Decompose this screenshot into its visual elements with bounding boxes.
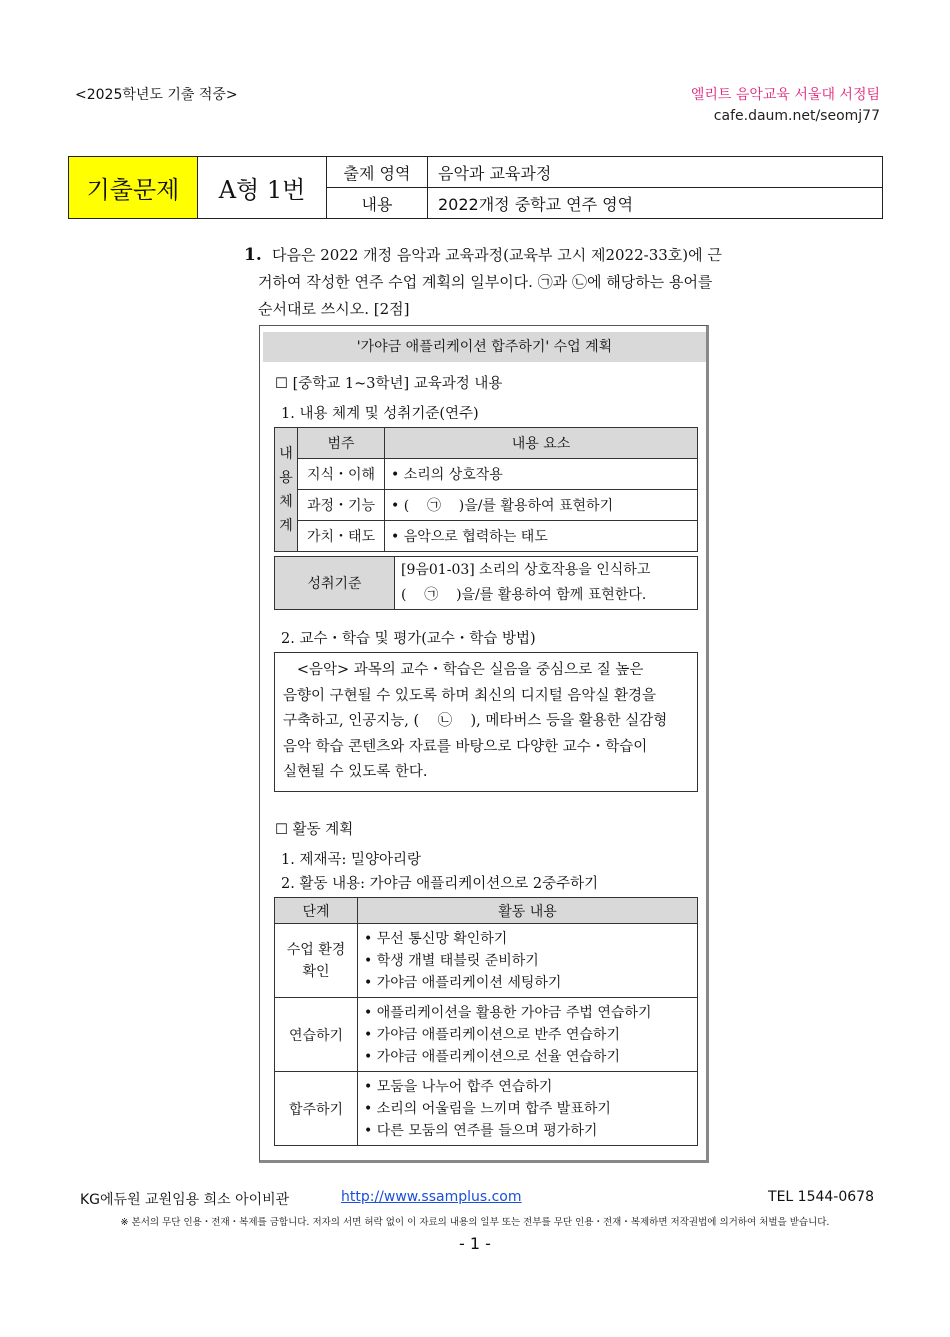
- achievement-table: [274, 556, 698, 610]
- activity-items: • 애플리케이션을 활용한 가야금 주법 연습하기 • 가야금 애플리케이션으로 반주 연습하기 • 가야금 애플리케이션으로 선율 연습하기: [358, 998, 698, 1072]
- page-number: - 1 -: [459, 1234, 491, 1253]
- badge-kichul: 기출문제: [69, 157, 198, 219]
- footer-website-link[interactable]: http://www.ssamplus.com: [341, 1189, 522, 1205]
- category-cell: 과정・기능: [298, 490, 385, 521]
- stage-cell: 합주하기: [275, 1072, 358, 1146]
- category-cell: 가치・태도: [298, 521, 385, 552]
- activity-table: [274, 897, 698, 1146]
- question-number: 1.: [244, 245, 262, 265]
- method-line: 실현될 수 있도록 한다.: [283, 764, 428, 780]
- method-line: 음향이 구현될 수 있도록 하며 최신의 디지털 음악실 환경을: [283, 687, 657, 704]
- col-stage: 단계: [275, 898, 358, 924]
- activity-items: • 무선 통신망 확인하기 • 학생 개별 태블릿 준비하기 • 가야금 애플리케이션 세팅하기: [358, 924, 698, 998]
- plan-title: '가야금 애플리케이션 합주하기' 수업 계획: [263, 332, 706, 362]
- content-system-table: [274, 427, 698, 552]
- header-url: cafe.daum.net/seomj77: [713, 108, 880, 124]
- footer-phone: TEL 1544-0678: [768, 1189, 874, 1205]
- element-cell: • 소리의 상호작용: [385, 459, 698, 490]
- method-line: 구축하고, 인공지능, ( ㉡ ), 메타버스 등을 활용한 실감형: [283, 713, 668, 729]
- info-table: [68, 156, 883, 219]
- header-left-label: <2025학년도 기출 적중>: [75, 87, 238, 103]
- col-activity: 활동 내용: [358, 898, 698, 924]
- subsection-content-system: 1. 내용 체계 및 성취기준(연주): [281, 406, 479, 422]
- stage-cell: 연습하기: [275, 998, 358, 1072]
- activity-song: 1. 제재곡: 밀양아리랑: [281, 852, 421, 868]
- copyright-notice: ※ 본서의 무단 인용・전재・복제를 금합니다. 저자의 서면 허락 없이 이 자료의 내용의 일부 또는 전부를 무단 인용・전재・복제하면 저작권법에 의거하여 처벌을 받습니다.: [120, 1217, 830, 1228]
- col-content-element: 내용 요소: [385, 428, 698, 459]
- method-line: <음악> 과목의 교수・학습은 실음을 중심으로 질 높은: [283, 662, 644, 678]
- col-category: 범주: [298, 428, 385, 459]
- area-label: 출제 영역: [327, 157, 428, 188]
- content-value: 2022개정 중학교 연주 영역: [428, 188, 883, 219]
- question-type: A형 1번: [198, 157, 327, 219]
- element-cell: • 음악으로 협력하는 태도: [385, 521, 698, 552]
- activity-content: 2. 활동 내용: 가야금 애플리케이션으로 2중주하기: [281, 876, 599, 892]
- footer-publisher: KG에듀원 교원임용 희소 아이비관: [80, 1192, 290, 1208]
- content-label: 내용: [327, 188, 428, 219]
- subsection-teaching-method: 2. 교수・학습 및 평가(교수・학습 방법): [281, 631, 536, 647]
- content-system-side-label: 내 용 체 계: [275, 428, 298, 552]
- activity-items: • 모둠을 나누어 합주 연습하기 • 소리의 어울림을 느끼며 합주 발표하기 • 다른 모둠의 연주를 들으며 평가하기: [358, 1072, 698, 1146]
- teaching-method-box: [274, 652, 698, 792]
- element-cell: • ( ㉠ )을/를 활용하여 표현하기: [385, 490, 698, 521]
- achievement-label: 성취기준: [275, 557, 395, 610]
- achievement-text: [9음01-03] 소리의 상호작용을 인식하고 ( ㉠ )을/를 활용하여 함께 표현한다.: [395, 557, 698, 610]
- stage-cell: 수업 환경 확인: [275, 924, 358, 998]
- question: [244, 242, 724, 323]
- category-cell: 지식・이해: [298, 459, 385, 490]
- header-brand: 엘리트 음악교육 서울대 서정팀: [690, 87, 880, 103]
- section-activity-plan: ☐ 활동 계획: [275, 822, 354, 838]
- section-curriculum: ☐ [중학교 1~3학년] 교육과정 내용: [275, 376, 503, 392]
- area-value: 음악과 교육과정: [428, 157, 883, 188]
- question-text: 다음은 2022 개정 음악과 교육과정(교육부 고시 제2022-33호)에 근거하여 작성한 연주 수업 계획의 일부이다. ㉠과 ㉡에 해당하는 용어를 순서대로 쓰시오. [2점]: [258, 246, 722, 318]
- method-line: 음악 학습 콘텐츠와 자료를 바탕으로 다양한 교수・학습이: [283, 738, 648, 755]
